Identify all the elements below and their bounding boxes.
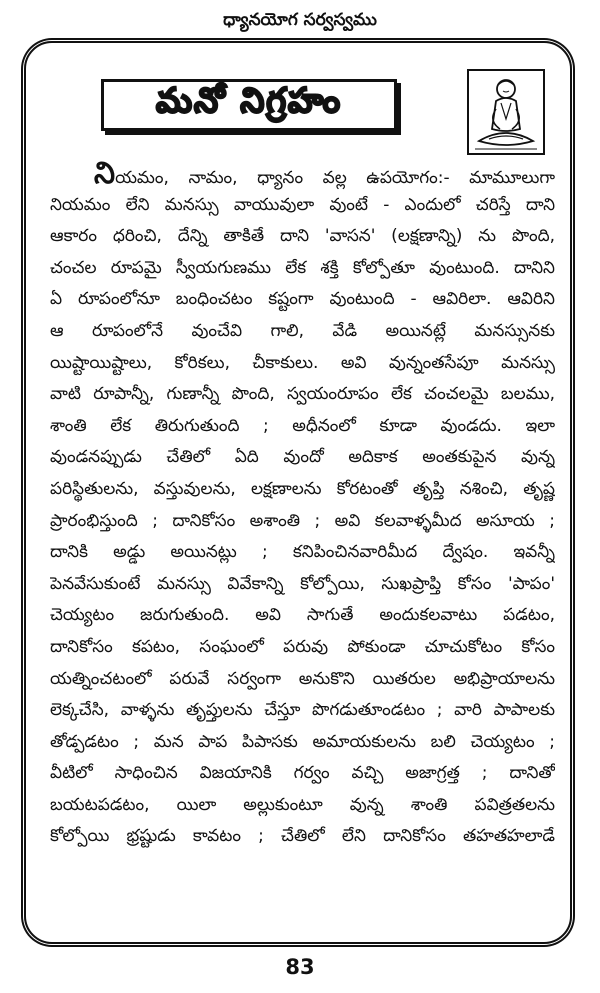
text-line-9: శాంతి లేక తిరుగుతుంది ; అధీనంలో కూడా వుండదు. ఇలా: [50, 415, 555, 436]
running-header: ధ్యానయోగ సర్వస్వము: [223, 10, 377, 30]
text-line-14: పెనవేసుకుంటే మనస్సు వివేకాన్ని కోల్పోయి, సుఖప్రాప్తి కోసం 'పాపం': [50, 573, 555, 594]
body-text: [50, 158, 555, 853]
chapter-title-box: [101, 79, 397, 131]
text-line-17: యత్నించటంలో పరువే సర్వంగా అనుకొని యితరుల అభిప్రాయాలను: [50, 668, 555, 689]
text-line-10: వుండనప్పుడు చేతిలో ఏది వుందో అదికాక అంతకుపైన వున్న: [50, 447, 555, 468]
text-line-19: తోడ్పడటం ; మన పాప పిపాసకు అమాయకులను బలి చెయ్యటం ;: [50, 731, 555, 752]
text-line-8: వాటి రూపాన్నీ, గుణాన్నీ పొంది, స్వయంరూపం లేక చంచలమై బలము,: [50, 384, 555, 405]
text-line-5: ఏ రూపంలోనూ బంధించటం కష్టంగా వుంటుంది - ఆవిరిలా. ఆవిరిని: [50, 289, 555, 310]
text-line-13: దానికి అడ్డు అయినట్లు ; కనిపించినవారిమీద ద్వేషం. ఇవన్నీ: [50, 542, 555, 563]
text-line-12: ప్రారంభిస్తుంది ; దానికోసం అశాంతి ; అవి కలవాళ్ళమీద అసూయ ;: [50, 510, 555, 531]
text-line-2: నియమం లేని మనస్సు వాయువులా వుంటే - ఎందులో చరిస్తే దాని: [50, 194, 555, 215]
seated-sage-portrait-icon: [467, 69, 545, 155]
text-line-18: లెక్కచేసి, వాళ్ళను తృప్తులను చేస్తూ పొగడుతూండటం ; వారి పాపాలకు: [50, 700, 555, 721]
chapter-title: మనో నిగ్రహం: [155, 81, 343, 121]
text-line-15: చెయ్యటం జరుగుతుంది. అవి సాగుతే అందుకలవాటు పడటం,: [50, 605, 555, 626]
text-line-6: ఆ రూపంలోనే వుంచేవి గాలి, వేడి అయినట్లే మనస్సునకు: [50, 320, 555, 341]
text-line-11: పరిస్థితులను, వస్తువులను, లక్షణాలను కోరటంతో తృప్తి నశించి, తృష్ణ: [50, 478, 555, 499]
text-line-22: కోల్పోయి భ్రష్టుడు కావటం ; చేతిలో లేని దానికోసం తహతహలాడే: [50, 826, 555, 847]
page-number: 83: [285, 955, 315, 979]
text-line-16: దానికోసం కపటం, సంఘంలో పరువు పోకుండా చూచుకోటం కోసం: [50, 636, 555, 657]
text-line-20: వీటిలో సాధించిన విజయానికి గర్వం వచ్చి అజాగ్రత్త ; దానితో: [50, 763, 555, 784]
text-line-21: బయటపడటం, యిలా అల్లుకుంటూ వున్న శాంతి పవిత్రతలను: [50, 794, 555, 815]
text-line-7: యిష్టాయిష్టాలు, కోరికలు, చీకాకులు. అవి వున్నంతసేపూ మనస్సు: [50, 352, 555, 373]
drop-cap: ని: [94, 158, 116, 190]
text-line-1-content: యమం, నామం, ధ్యానం వల్ల ఉపయోగం:- మామూలుగా: [115, 168, 555, 188]
text-line-4: చంచల రూపమై స్వీయగుణము లేక శక్తి కోల్పోతూ వుంటుంది. దానిని: [50, 257, 555, 278]
text-line-1: [50, 158, 555, 190]
text-line-3: ఆకారం ధరించి, దేన్ని తాకితే దాని 'వాసన' (లక్షణాన్ని) ను పొంది,: [50, 226, 555, 247]
